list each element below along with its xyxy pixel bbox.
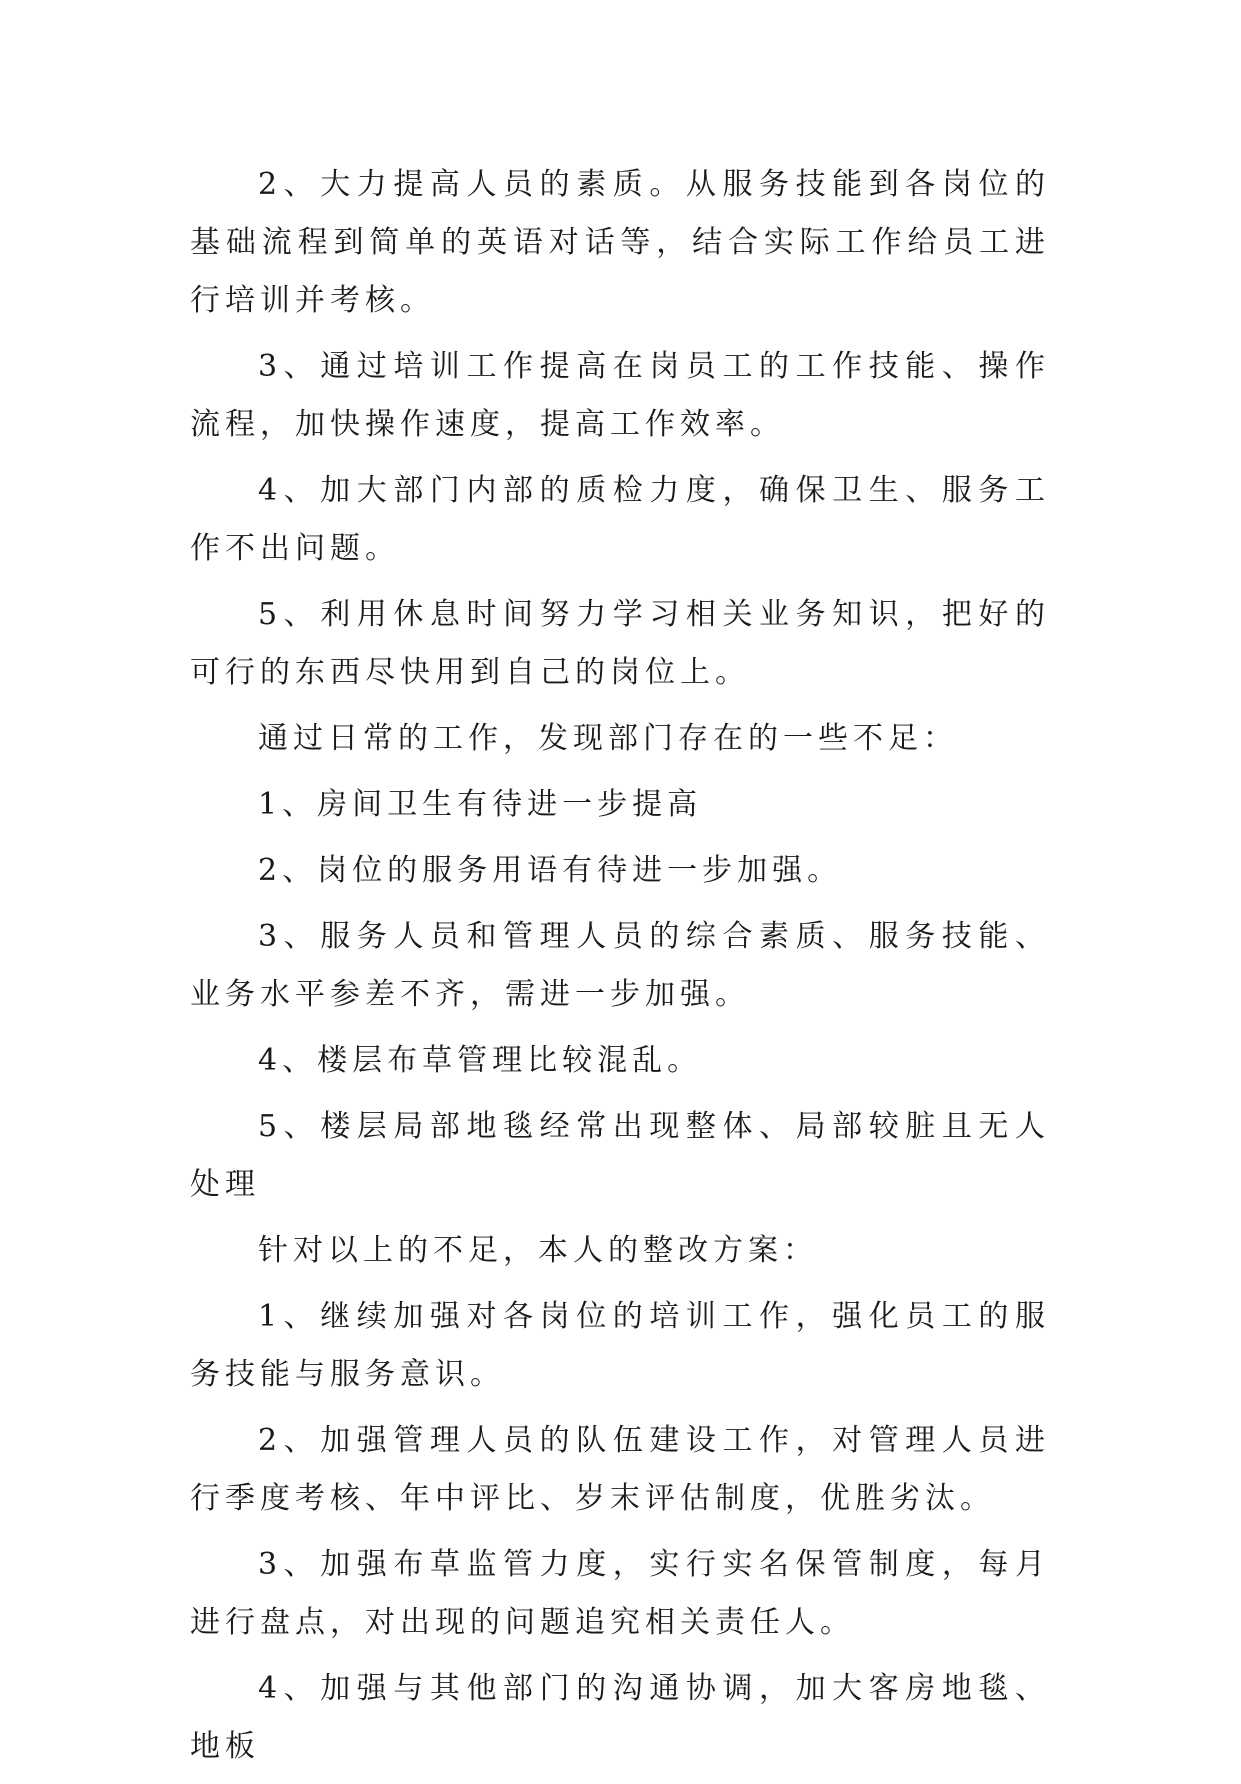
paragraph-quality-inspection: 4、加大部门内部的质检力度，确保卫生、服务工作不出问题。 xyxy=(190,473,1050,566)
paragraph-plan-management-team: 2、加强管理人员的队伍建设工作，对管理人员进行季度考核、年中评比、岁末评估制度，优胜劣汰。 xyxy=(190,1423,1050,1516)
paragraph-improve-staff-quality: 2、大力提高人员的素质。从服务技能到各岗位的基础流程到简单的英语对话等，结合实际工作给员工进行培训并考核。 xyxy=(190,167,1050,318)
paragraph-plan-linen-supervision: 3、加强布草监管力度，实行实名保管制度，每月进行盘点，对出现的问题追究相关责任人。 xyxy=(190,1547,1050,1640)
paragraph-shortcoming-room-hygiene: 1、房间卫生有待进一步提高 xyxy=(258,787,703,822)
paragraph-self-study: 5、利用休息时间努力学习相关业务知识，把好的可行的东西尽快用到自己的岗位上。 xyxy=(190,597,1050,690)
paragraph-shortcoming-service-language: 2、岗位的服务用语有待进一步加强。 xyxy=(258,853,843,888)
paragraph-shortcoming-staff-quality: 3、服务人员和管理人员的综合素质、服务技能、业务水平参差不齐，需进一步加强。 xyxy=(190,919,1050,1012)
paragraph-rectification-intro: 针对以上的不足，本人的整改方案： xyxy=(258,1233,818,1268)
paragraph-shortcomings-intro: 通过日常的工作，发现部门存在的一些不足： xyxy=(258,721,958,756)
paragraph-shortcoming-linen-management: 4、楼层布草管理比较混乱。 xyxy=(258,1043,703,1078)
document-body xyxy=(190,156,1050,1784)
paragraph-training-skills: 3、通过培训工作提高在岗员工的工作技能、操作流程，加快操作速度，提高工作效率。 xyxy=(190,349,1050,442)
paragraph-plan-department-coordination: 4、加强与其他部门的沟通协调，加大客房地毯、地板 xyxy=(190,1671,1050,1764)
paragraph-shortcoming-carpet: 5、楼层局部地毯经常出现整体、局部较脏且无人处理 xyxy=(190,1109,1050,1202)
paragraph-plan-training: 1、继续加强对各岗位的培训工作，强化员工的服务技能与服务意识。 xyxy=(190,1299,1050,1392)
